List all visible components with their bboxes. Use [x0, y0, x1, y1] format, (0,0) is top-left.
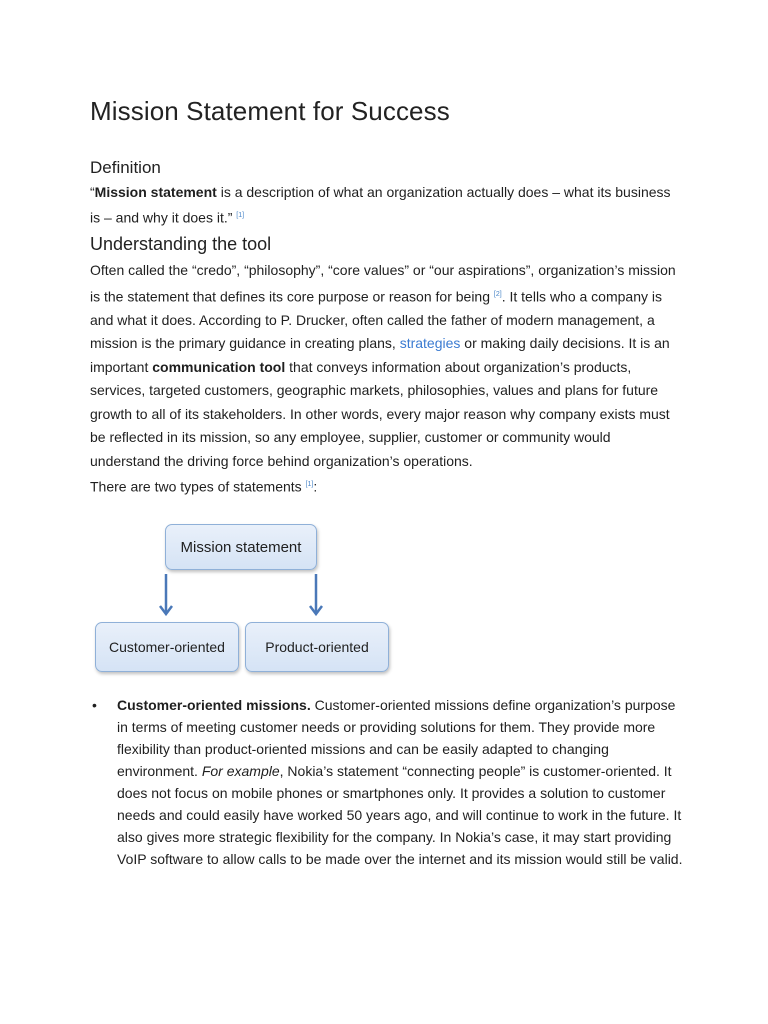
understanding-heading: Understanding the tool [90, 234, 272, 254]
page-title: Mission Statement for Success [90, 96, 450, 126]
list-item-text: Customer-oriented missions define organization’s purpose in terms of meeting customer needs or providing solutions for them. They provide more flexibility than product-oriented missions and can be easily adapted to changing environment. [117, 697, 676, 779]
quote-mark: “ [90, 184, 95, 200]
reference-link[interactable]: [1] [305, 481, 314, 489]
definition-term: Mission statement [94, 184, 217, 200]
bullet-list [90, 694, 690, 870]
list-item [90, 694, 690, 870]
paragraph-text: that conveys information about organization’s products, services, targeted customers, geographic markets, philosophies, values and plans for future growth to all of its stakeholders. In other words, every major reason why company exists must be reflected in its mission, so any employee, supplier, customer or community would understand the driving force behind organization’s operations. [90, 358, 670, 469]
definition-paragraph [90, 181, 680, 230]
arrow-down-icon [160, 574, 172, 614]
definition-heading: Definition [90, 158, 161, 177]
bullet-icon: • [92, 697, 97, 713]
paragraph-text: or making daily decisions. It is an important [90, 335, 670, 375]
definition-text: is a description of what an organization actually does – what its business is – and why it does it.” [90, 184, 671, 226]
communication-tool-text: communication tool [152, 358, 286, 375]
diagram-box-mission-statement: Mission statement [165, 524, 317, 570]
understanding-paragraph [90, 259, 680, 499]
list-item-italic: For example [201, 763, 280, 779]
strategies-link[interactable]: strategies [399, 335, 461, 352]
list-item-heading: Customer-oriented missions. [117, 697, 311, 713]
reference-link[interactable]: [1] [236, 212, 245, 219]
reference-link[interactable]: [2] [493, 290, 502, 298]
list-item-text: , Nokia’s statement “connecting people” is customer-oriented. It does not focus on mobile phones or smartphones only. It provides a solution to customer needs and could easily have worked 50 years ago, and will continue to work in the future. It also gives more strategic flexibility for the company. In Nokia’s case, it may start providing VoIP software to allow calls to be made over the internet and its mission would still be valid. [117, 763, 683, 867]
diagram-box-customer-oriented: Customer-oriented [95, 622, 239, 672]
types-text: There are two types of statements [90, 478, 302, 495]
colon-text: : [313, 478, 318, 495]
paragraph-text: . It tells who a company is and what it does. According to P. Drucker, often called the father of modern management, a mission is the primary guidance in creating plans, [90, 288, 662, 352]
arrow-down-icon [310, 574, 322, 614]
paragraph-text: Often called the “credo”, “philosophy”, “core values” or “our aspirations”, organization’s mission is the statement that defines its core purpose or reason for being [90, 262, 676, 305]
mission-types-diagram [90, 524, 410, 684]
diagram-box-product-oriented: Product-oriented [245, 622, 389, 672]
